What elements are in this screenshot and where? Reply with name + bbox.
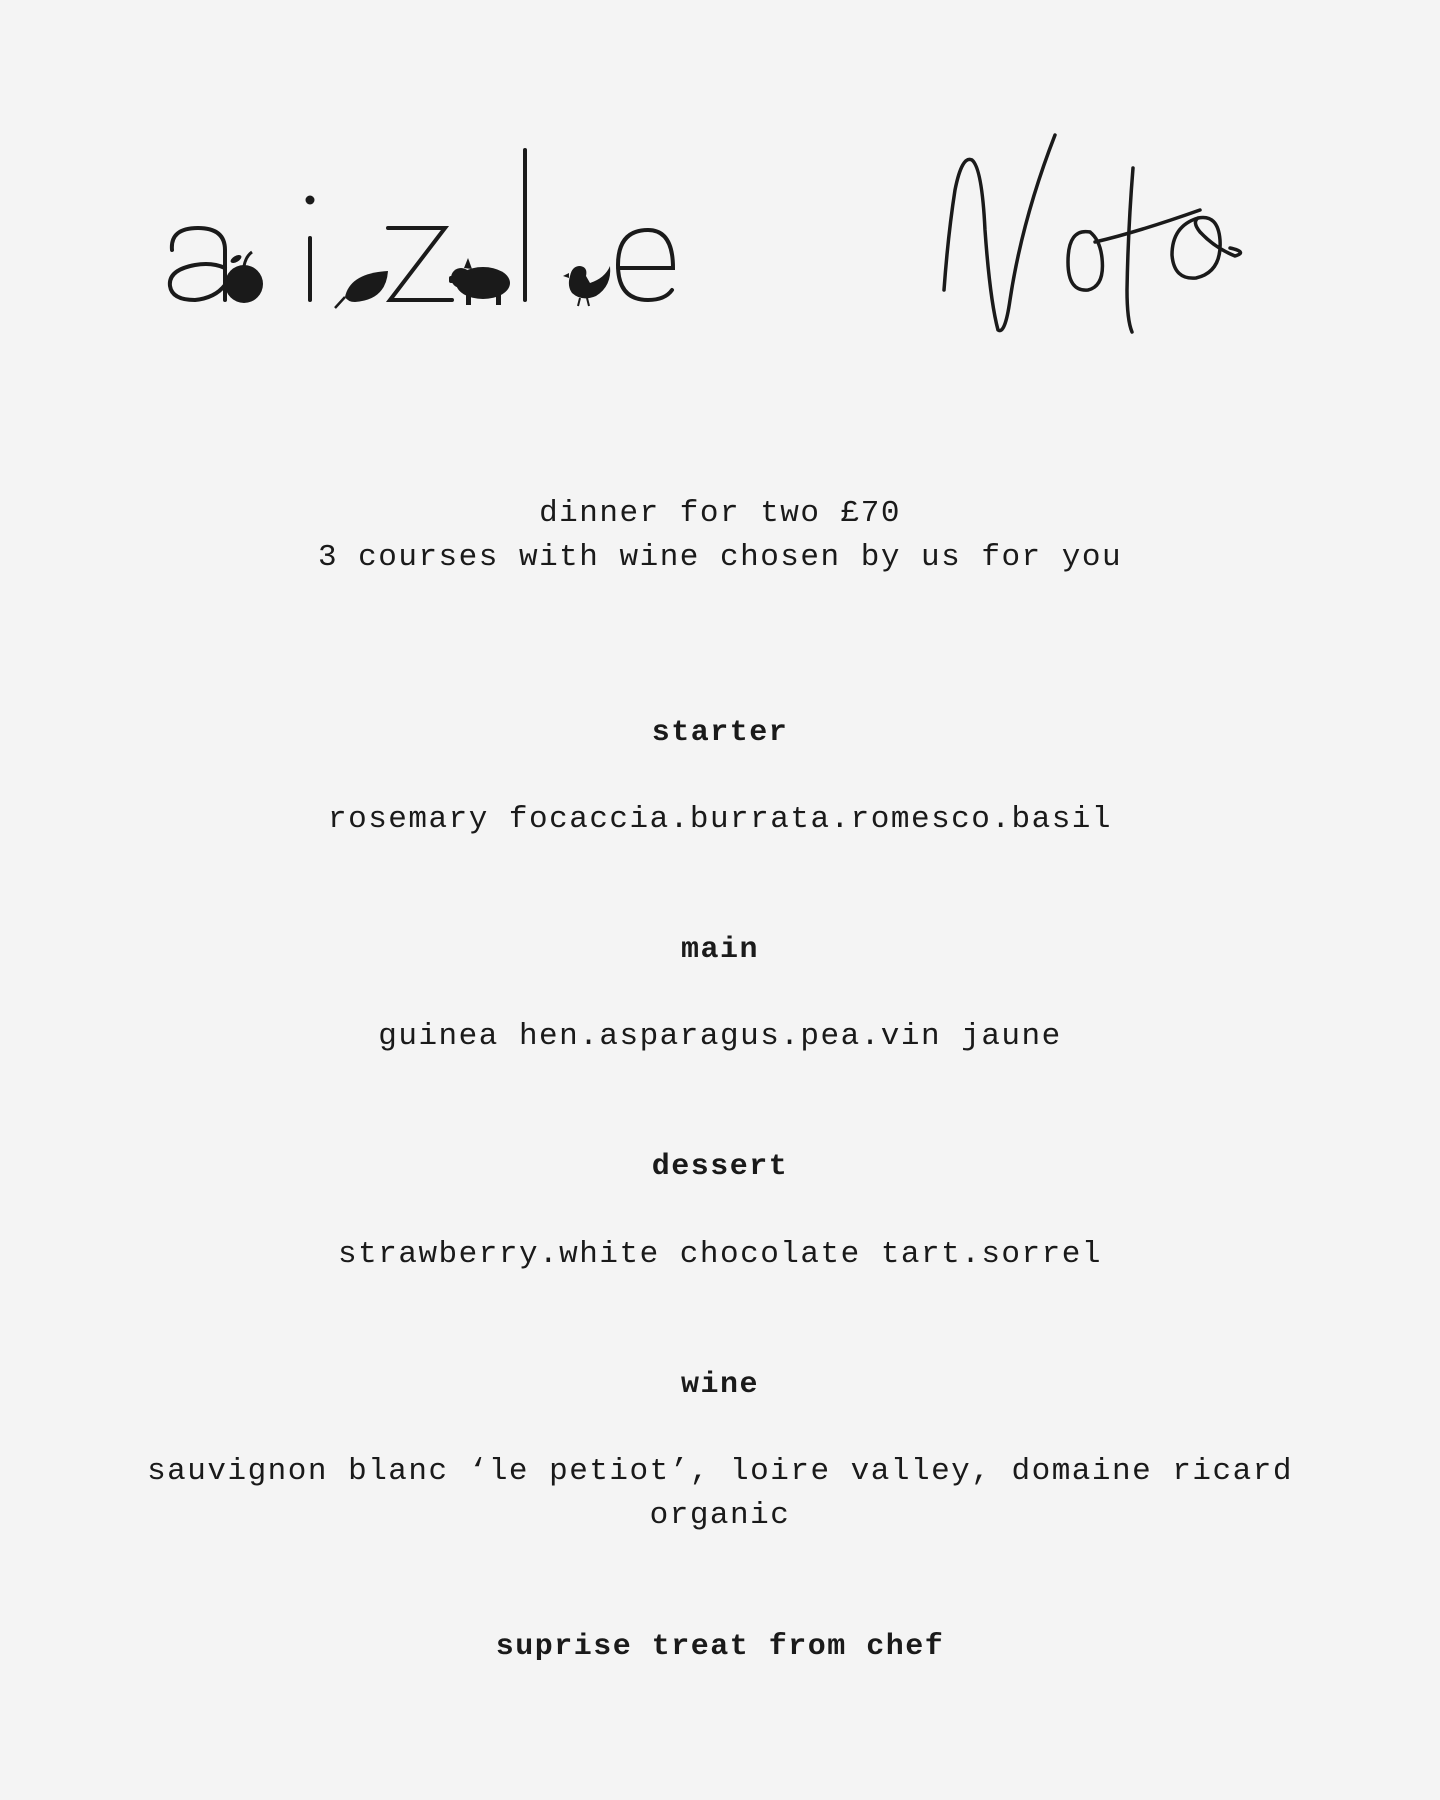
dessert-description-block: [0, 1233, 1440, 1277]
dessert-section: [0, 1145, 1440, 1189]
course-title: suprise treat from chef: [495, 1630, 945, 1664]
wine-section: [0, 1363, 1440, 1407]
course-description: strawberry.white chocolate tart.sorrel: [338, 1237, 1102, 1272]
aizle-logo: [0, 0, 1440, 380]
course-description: rosemary focaccia.burrata.romesco.basil: [327, 802, 1113, 837]
course-title: dessert: [651, 1150, 789, 1184]
starter-section: [0, 711, 1440, 755]
course-title: starter: [651, 716, 789, 750]
price-line: dinner for two £70: [539, 496, 901, 531]
course-description: guinea hen.asparagus.pea.vin jaune: [378, 1019, 1062, 1054]
intro-block: [0, 492, 1440, 580]
pig-icon: [449, 258, 510, 305]
treat-section: [0, 1625, 1440, 1669]
main-section: [0, 928, 1440, 972]
wine-description-block: [0, 1450, 1440, 1538]
course-description: sauvignon blanc ‘le petiot’, loire valley, domaine ricard organic: [147, 1454, 1293, 1533]
noto-logo: [944, 135, 1240, 332]
dot-icon: [306, 196, 315, 205]
chicken-icon: [563, 266, 610, 306]
main-description-block: [0, 1015, 1440, 1059]
courses-line: 3 courses with wine chosen by us for you: [317, 540, 1123, 575]
logo-header: [0, 0, 1440, 380]
starter-description-block: [0, 798, 1440, 842]
leaf-icon: [335, 271, 388, 308]
course-title: main: [680, 933, 759, 967]
course-title: wine: [680, 1368, 759, 1402]
apple-icon: [225, 252, 263, 303]
